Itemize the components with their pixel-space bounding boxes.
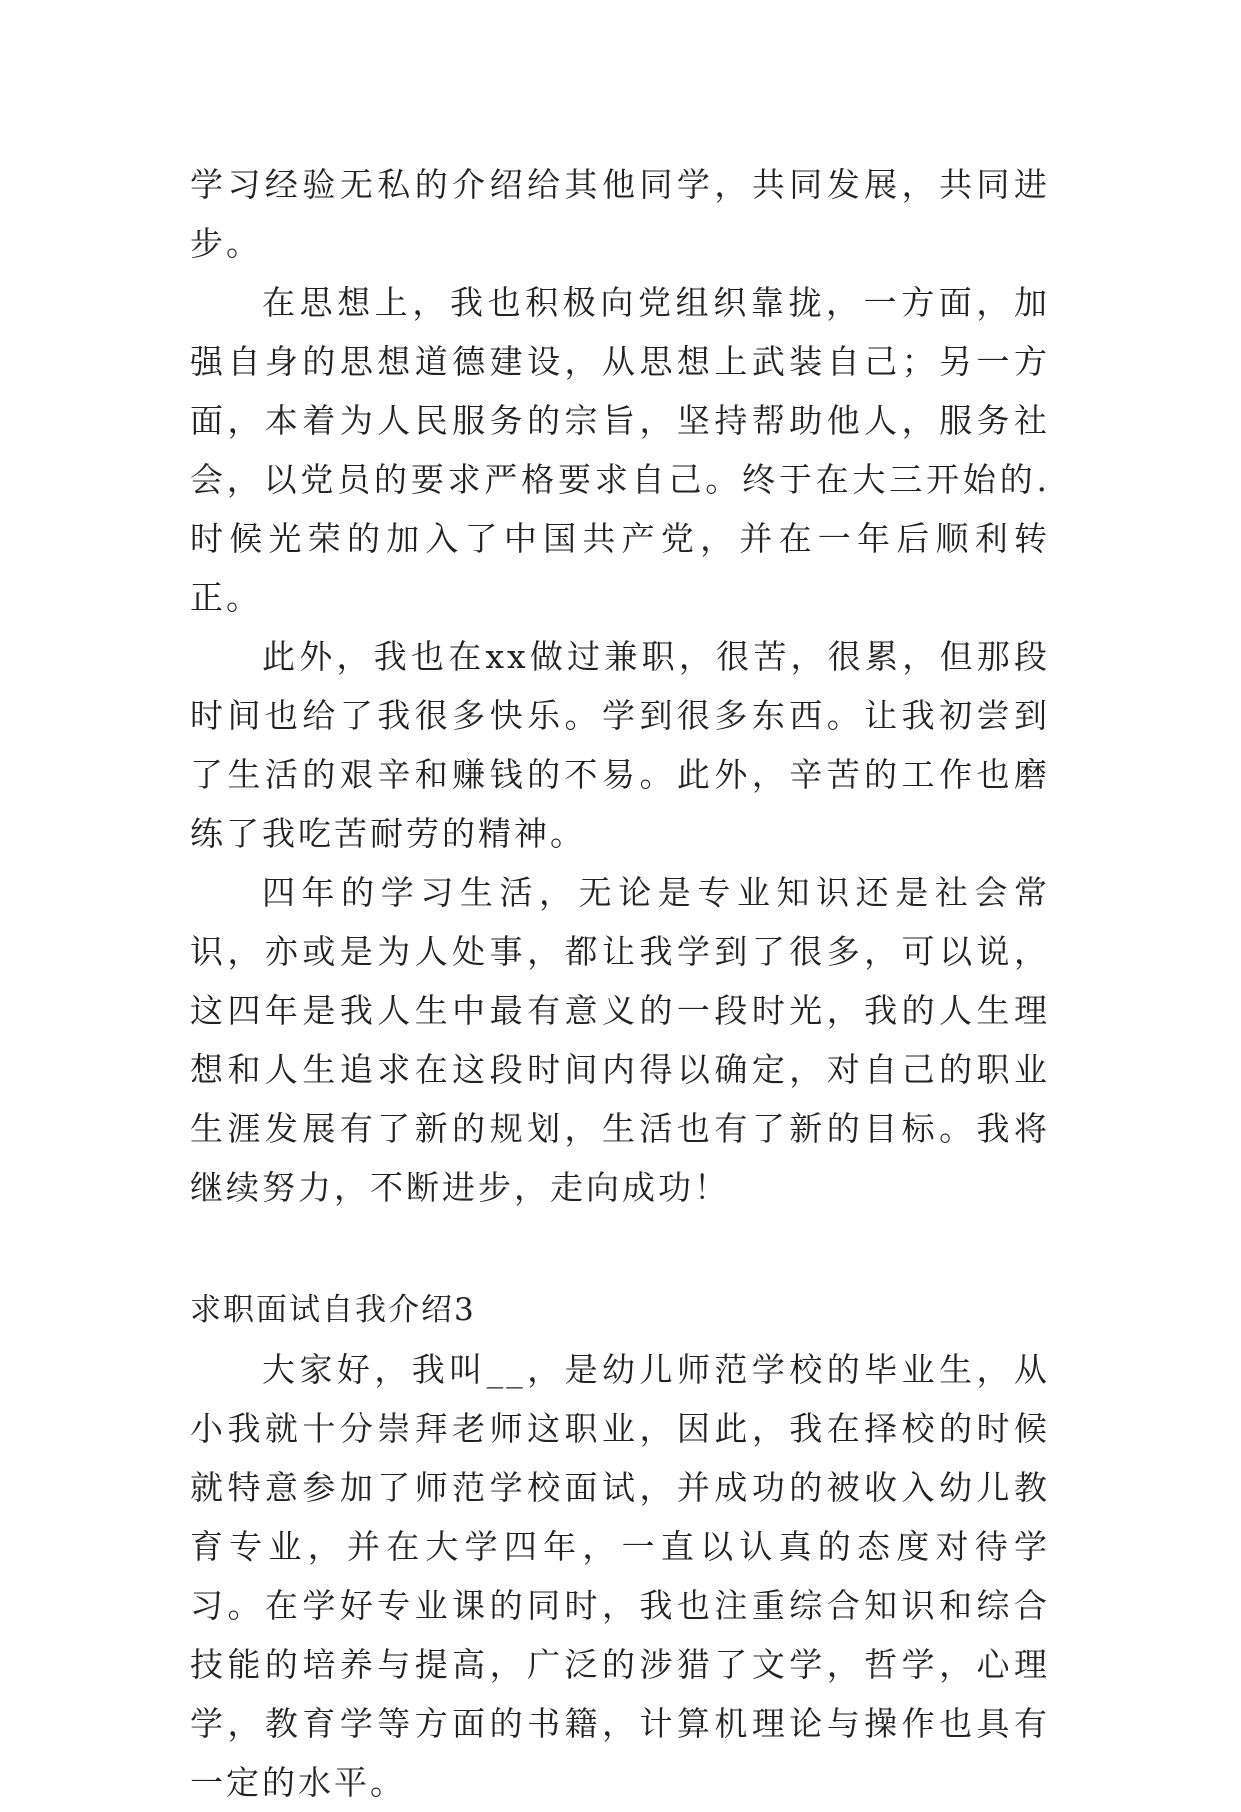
paragraph-continuation: 学习经验无私的介绍给其他同学，共同发展，共同进步。 [190, 165, 1050, 263]
paragraph-political-thought: 在思想上，我也积极向党组织靠拢，一方面，加强自身的思想道德建设，从思想上武装自己；另一方面，本着为人民服务的宗旨，坚持帮助他人，服务社会，以党员的要求严格要求自己。终于在大三开始的.时候光荣的加入了中国共产党，并在一年后顺利转正。 [190, 283, 1050, 617]
paragraph-four-years-summary: 四年的学习生活，无论是专业知识还是社会常识，亦或是为人处事，都让我学到了很多，可以说，这四年是我人生中最有意义的一段时光，我的人生理想和人生追求在这段时间内得以确定，对自己的职业生涯发展有了新的规划，生活也有了新的目标。我将继续努力，不断进步，走向成功！ [190, 873, 1050, 1207]
paragraph-part-time-work: 此外，我也在xx做过兼职，很苦，很累，但那段时间也给了我很多快乐。学到很多东西。让我初尝到了生活的艰辛和赚钱的不易。此外，辛苦的工作也磨练了我吃苦耐劳的精神。 [190, 637, 1050, 853]
section-heading: 求职面试自我介绍3 [190, 1292, 476, 1328]
document-body [190, 155, 1050, 1812]
paragraph-introduction-3: 大家好，我叫__，是幼儿师范学校的毕业生，从小我就十分崇拜老师这职业，因此，我在择校的时候就特意参加了师范学校面试，并成功的被收入幼儿教育专业，并在大学四年，一直以认真的态度对待学习。在学好专业课的同时，我也注重综合知识和综合技能的培养与提高，广泛的涉猎了文学，哲学，心理学，教育学等方面的书籍，计算机理论与操作也具有一定的水平。 [190, 1350, 1050, 1802]
